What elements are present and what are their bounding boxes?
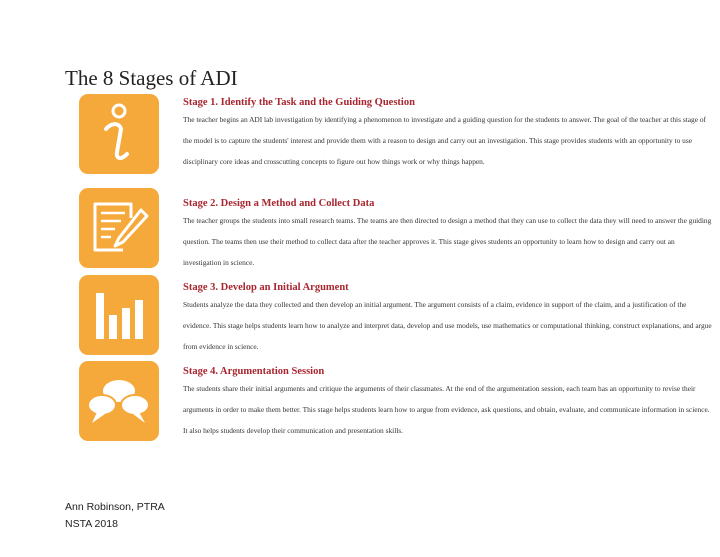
stage-3-text: Students analyze the data they collected and then develop an initial argument. The argument consists of a claim, evidence in support of the claim, and a justification of the evidence. This stage helps students learn how to analyze and interpret data, develop and use models, use mathematics or computational thinking, construct explanations, and argue from evidence in science. — [183, 300, 712, 351]
footer-event: NSTA 2018 — [65, 518, 118, 530]
bar-chart-icon — [79, 275, 159, 355]
stage-1-heading: Stage 1. Identify the Task and the Guiding Question — [183, 97, 415, 108]
stage-4-heading: Stage 4. Argumentation Session — [183, 366, 325, 377]
stage-3-heading: Stage 3. Develop an Initial Argument — [183, 282, 349, 293]
stage-2-text: The teacher groups the students into small research teams. The teams are then directed to design a method that they can use to collect the data they will need to answer the guiding question. The teams then use their method to collect data after the teacher approves it. This stage gives students an opportunity to learn how to design and carry out an investigation in science. — [183, 216, 712, 267]
info-icon — [79, 94, 159, 174]
speech-bubbles-icon — [79, 361, 159, 441]
footer-author: Ann Robinson, PTRA — [65, 501, 165, 513]
page-title: The 8 Stages of ADI — [65, 66, 238, 90]
notepad-pencil-icon — [79, 188, 159, 268]
stage-2-heading: Stage 2. Design a Method and Collect Data — [183, 198, 375, 209]
stage-1-text: The teacher begins an ADI lab investigation by identifying a phenomenon to investigate and a guiding question for the students to answer. The goal of the teacher at this stage of the model is to capture the students' interest and provide them with a reason to design and carry out an investigation. This stage provides students with an opportunity to use disciplinary core ideas and crosscutting concepts to figure out how things work or why things happen. — [183, 115, 707, 166]
footer — [65, 499, 165, 533]
stage-4-text: The students share their initial arguments and critique the arguments of their classmates. At the end of the argumentation session, each team has an opportunity to revise their arguments in order to make them better. This stage helps students learn how to argue from evidence, ask questions, and obtain, evaluate, and communicate information in science. It also helps students develop their communication and presentation skills. — [183, 384, 710, 435]
